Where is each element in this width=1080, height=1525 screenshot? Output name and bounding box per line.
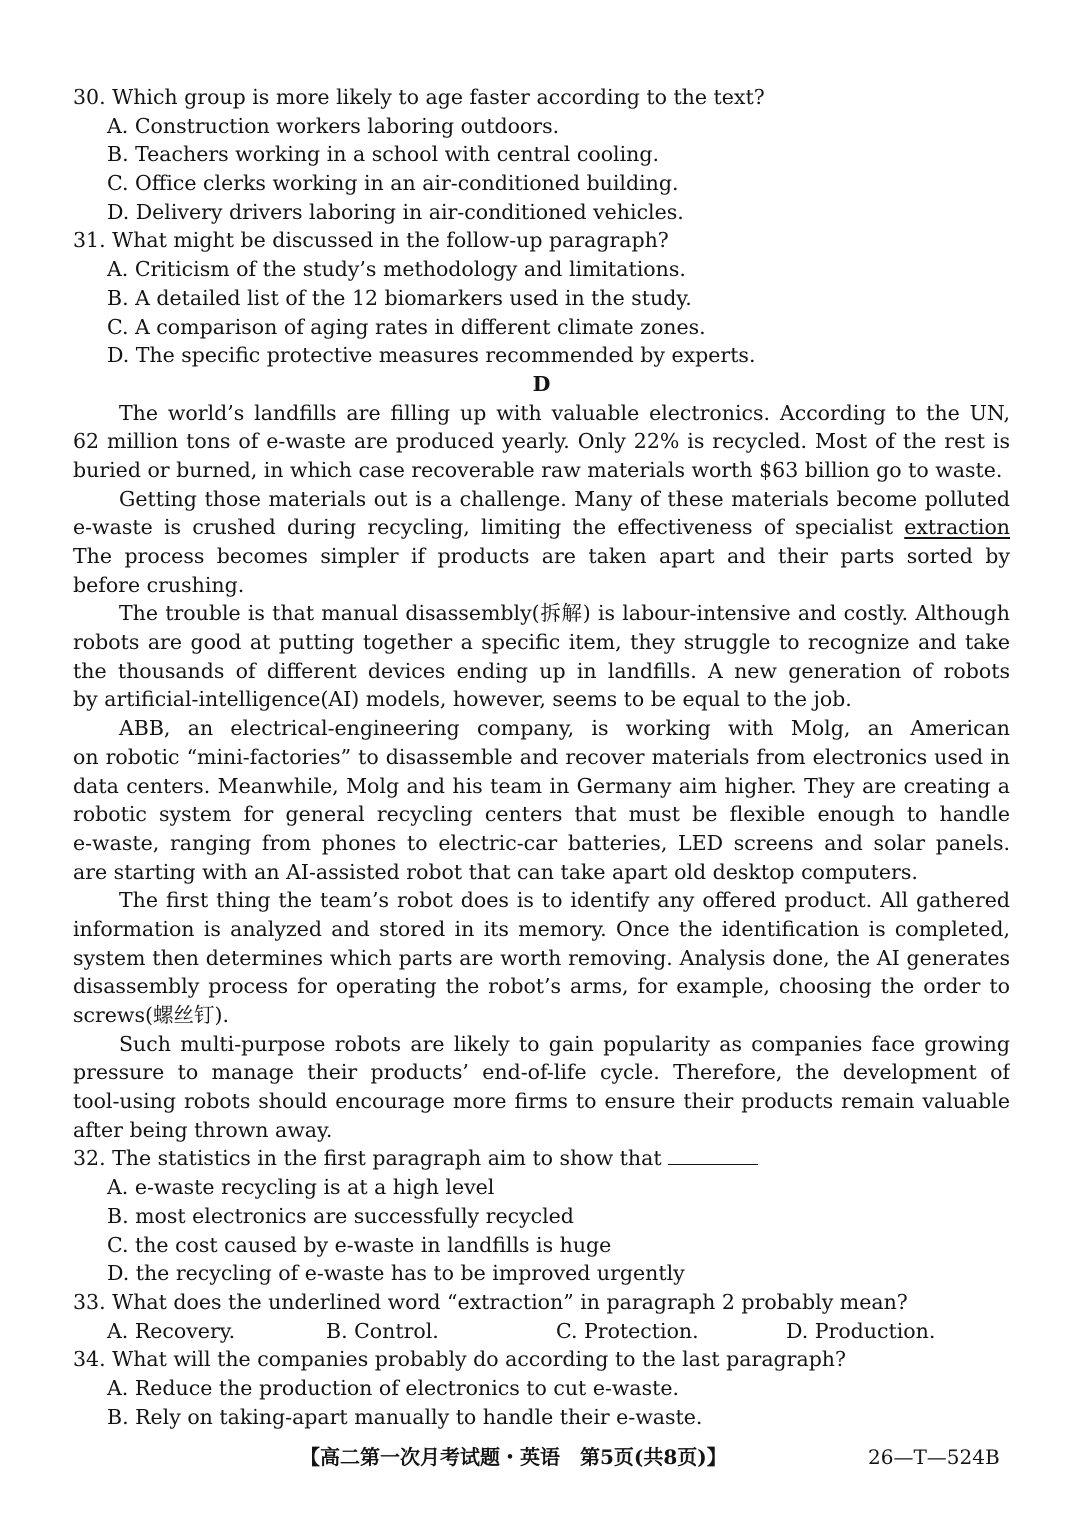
footer-paper-code: 26—T—524B bbox=[868, 1445, 1000, 1469]
paragraph-4-line: are starting with an AI-assisted robot that can take apart old desktop computers. bbox=[73, 859, 918, 884]
question-31-stem: 31. What might be discussed in the follow-up paragraph? bbox=[73, 228, 669, 253]
page-footer bbox=[0, 1442, 1080, 1472]
q33-option-b: B. Control. bbox=[326, 1318, 439, 1343]
paragraph-2-text: e-waste is crushed during recycling, limiting the effectiveness of specialist bbox=[73, 515, 893, 540]
paragraph-2-line: before crushing. bbox=[73, 572, 245, 597]
paragraph-5-line: The first thing the team’s robot does is to identify any offered product. All gathered bbox=[119, 888, 1010, 913]
paragraph-4-line: robotic system for general recycling centers that must be flexible enough to handle bbox=[73, 802, 1010, 827]
q32-option-c: C. the cost caused by e-waste in landfills is huge bbox=[107, 1232, 612, 1257]
answer-blank bbox=[668, 1146, 758, 1165]
paragraph-3-line: robots are good at putting together a specific item, they struggle to recognize and take bbox=[73, 630, 1010, 655]
paragraph-4-line: on robotic “mini-factories” to disassemble and recover materials from electronics used in bbox=[73, 744, 1010, 769]
paragraph-4-line: ABB, an electrical-engineering company, is working with Molg, an American bbox=[119, 716, 1010, 741]
q33-option-c: C. Protection. bbox=[556, 1318, 699, 1343]
q30-option-b: B. Teachers working in a school with central cooling. bbox=[107, 142, 659, 167]
paragraph-6-line: after being thrown away. bbox=[73, 1117, 333, 1142]
q34-option-b: B. Rely on taking-apart manually to handle their e-waste. bbox=[107, 1404, 703, 1429]
q33-option-d: D. Production. bbox=[786, 1318, 936, 1343]
q32-option-d: D. the recycling of e-waste has to be improved urgently bbox=[107, 1261, 685, 1286]
paragraph-5-line: system then determines which parts are worth removing. Analysis done, the AI generates bbox=[73, 945, 1010, 970]
q33-option-a: A. Recovery. bbox=[107, 1318, 236, 1343]
paragraph-1-line: 62 million tons of e-waste are produced yearly. Only 22% is recycled. Most of the rest is bbox=[73, 429, 1010, 454]
question-33-stem: 33. What does the underlined word “extraction” in paragraph 2 probably mean? bbox=[73, 1289, 908, 1314]
question-32-stem bbox=[73, 1144, 1010, 1173]
underlined-word-extraction: extraction bbox=[904, 515, 1010, 540]
paragraph-2-line: The process becomes simpler if products are taken apart and their parts sorted by bbox=[73, 544, 1010, 568]
paragraph-4-line: e-waste, ranging from phones to electric-car batteries, LED screens and solar panels. bbox=[73, 830, 1010, 855]
paragraph-6-line: Such multi-purpose robots are likely to gain popularity as companies face growing bbox=[119, 1031, 1010, 1056]
q30-option-a: A. Construction workers laboring outdoors. bbox=[107, 113, 560, 138]
paragraph-5-line: screws(螺丝钉). bbox=[73, 1003, 230, 1027]
footer-exam-title: 【高二第一次月考试题・英语 第5页(共8页)】 bbox=[300, 1445, 727, 1469]
paragraph-1-line: The world’s landfills are filling up with valuable electronics. According to the UN, bbox=[119, 400, 1010, 425]
q33-options-row bbox=[73, 1317, 1010, 1346]
paragraph-1-line: buried or burned, in which case recoverable raw materials worth $63 billion go to waste. bbox=[73, 457, 1003, 482]
question-30-stem: 30. Which group is more likely to age faster according to the text? bbox=[73, 85, 765, 109]
q32-option-a: A. e-waste recycling is at a high level bbox=[107, 1175, 495, 1200]
paragraph-3-line: by artificial-intelligence(AI) models, however, seems to be equal to the job. bbox=[73, 687, 852, 712]
paragraph-3-line: the thousands of different devices ending up in landfills. A new generation of robots bbox=[73, 658, 1010, 683]
q32-option-b: B. most electronics are successfully recycled bbox=[107, 1203, 574, 1228]
paragraph-3-line: The trouble is that manual disassembly(拆解) is labour-intensive and costly. Although bbox=[119, 601, 1010, 626]
paragraph-6-line: tool-using robots should encourage more firms to ensure their products remain valuable bbox=[73, 1089, 1010, 1114]
page-content bbox=[73, 83, 1010, 1431]
q34-option-a: A. Reduce the production of electronics to cut e-waste. bbox=[107, 1375, 680, 1400]
q30-option-d: D. Delivery drivers laboring in air-conditioned vehicles. bbox=[107, 199, 684, 224]
paragraph-6-line: pressure to manage their products’ end-of-life cycle. Therefore, the development of bbox=[73, 1060, 1010, 1085]
question-32-text: 32. The statistics in the first paragraph aim to show that bbox=[73, 1146, 662, 1171]
q31-option-c: C. A comparison of aging rates in different climate zones. bbox=[107, 314, 706, 339]
q30-option-c: C. Office clerks working in an air-conditioned building. bbox=[107, 171, 679, 196]
paragraph-5-line: disassembly process for operating the robot’s arms, for example, choosing the order to bbox=[73, 974, 1010, 999]
paragraph-2-line bbox=[73, 513, 1010, 542]
question-34-stem: 34. What will the companies probably do according to the last paragraph? bbox=[73, 1347, 847, 1372]
paragraph-5-line: information is analyzed and stored in its memory. Once the identification is completed, bbox=[73, 916, 1010, 941]
passage-title: D bbox=[532, 371, 551, 396]
paragraph-2-line: Getting those materials out is a challenge. Many of these materials become polluted bbox=[119, 486, 1010, 511]
q31-option-a: A. Criticism of the study’s methodology and limitations. bbox=[107, 257, 686, 282]
q31-option-d: D. The specific protective measures recommended by experts. bbox=[107, 343, 756, 368]
q31-option-b: B. A detailed list of the 12 biomarkers used in the study. bbox=[107, 285, 692, 310]
paragraph-4-line: data centers. Meanwhile, Molg and his team in Germany aim higher. They are creating a bbox=[73, 773, 1010, 798]
